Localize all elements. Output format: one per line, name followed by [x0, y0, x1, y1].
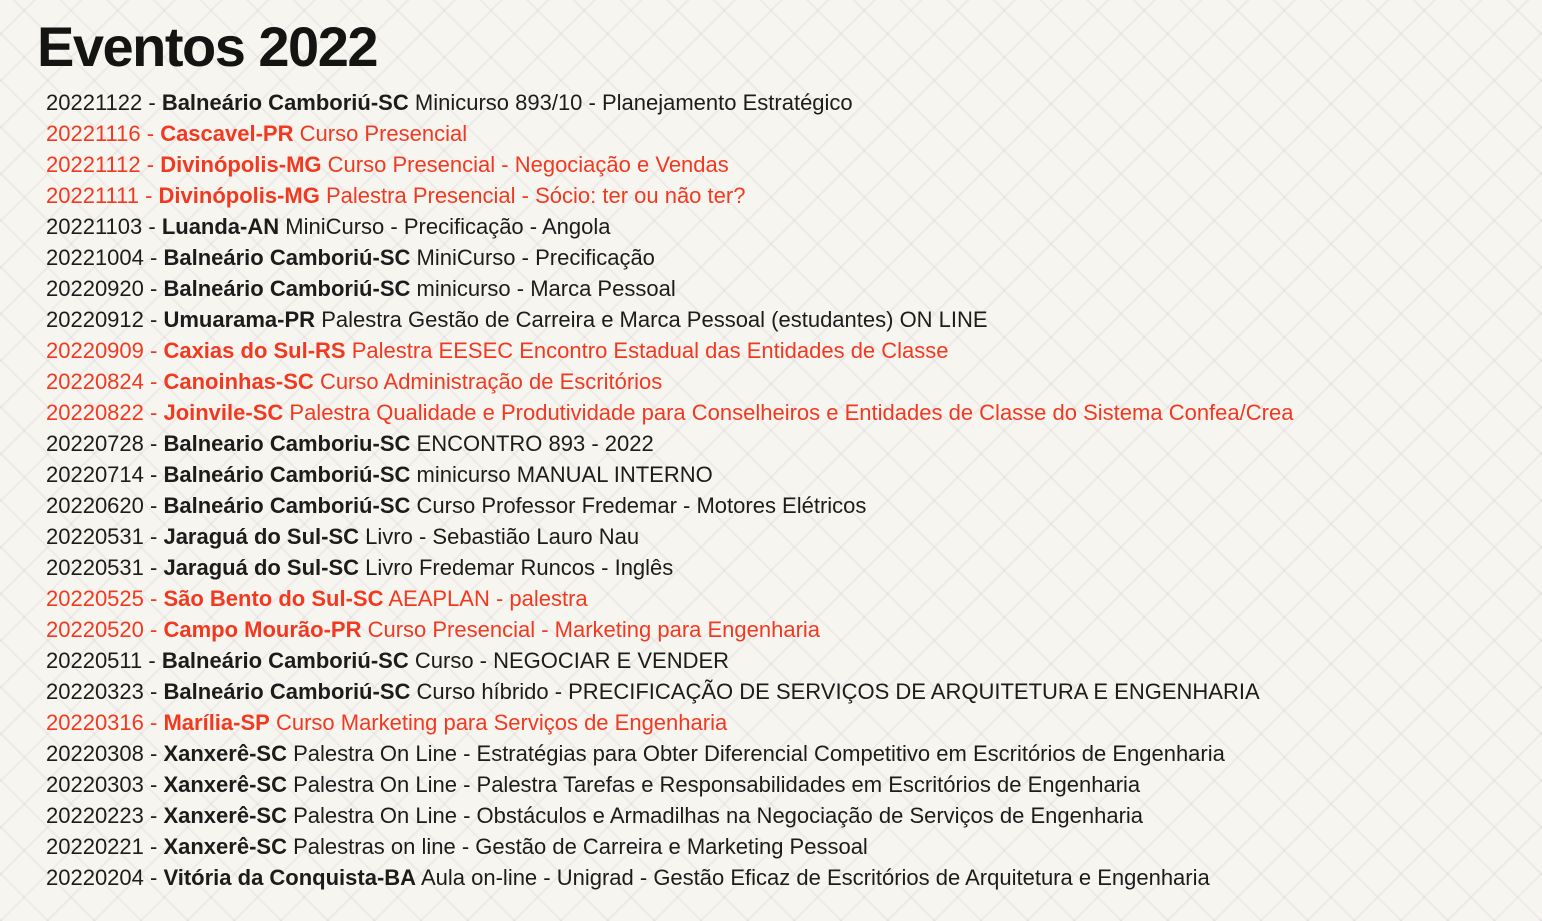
events-list — [46, 87, 1542, 893]
event-date: 20220221 — [46, 834, 144, 859]
event-city: São Bento do Sul-SC — [163, 586, 384, 611]
event-description: Palestra Presencial - Sócio: ter ou não ter? — [326, 183, 746, 208]
event-city: Divinópolis-MG — [158, 183, 320, 208]
event-description: MiniCurso - Precificação — [416, 245, 655, 270]
event-description: Livro Fredemar Runcos - Inglês — [365, 555, 674, 580]
event-description: Palestra Qualidade e Produtividade para Conselheiros e Entidades de Classe do Sistema Confea/Crea — [289, 400, 1294, 425]
event-date: 20221004 — [46, 245, 144, 270]
event-row — [46, 769, 1542, 800]
event-city: Cascavel-PR — [160, 121, 294, 146]
event-row — [46, 304, 1542, 335]
event-date: 20220525 — [46, 586, 144, 611]
event-date: 20220620 — [46, 493, 144, 518]
event-row — [46, 707, 1542, 738]
event-separator: - — [143, 772, 164, 797]
event-description: Curso Presencial — [299, 121, 468, 146]
event-separator: - — [143, 803, 164, 828]
event-description: minicurso MANUAL INTERNO — [416, 462, 713, 487]
event-separator: - — [143, 431, 164, 456]
event-city: Balneário Camboriú-SC — [163, 679, 411, 704]
event-row — [46, 862, 1542, 893]
event-row — [46, 180, 1542, 211]
event-separator: - — [140, 121, 161, 146]
event-row — [46, 583, 1542, 614]
event-description: Palestras on line - Gestão de Carreira e Marketing Pessoal — [293, 834, 868, 859]
event-separator: - — [142, 214, 162, 239]
event-row — [46, 831, 1542, 862]
event-city: Balneário Camboriú-SC — [163, 245, 411, 270]
event-date: 20220531 — [46, 555, 144, 580]
event-city: Divinópolis-MG — [160, 152, 322, 177]
event-city: Balneário Camboriú-SC — [161, 90, 409, 115]
event-separator: - — [143, 276, 164, 301]
page-title: Eventos 2022 — [37, 15, 377, 78]
event-description: Palestra EESEC Encontro Estadual das Entidades de Classe — [351, 338, 949, 363]
event-description: Curso Presencial - Marketing para Engenharia — [367, 617, 821, 642]
event-description: Curso Administração de Escritórios — [319, 369, 663, 394]
event-row — [46, 118, 1542, 149]
event-description: Curso Presencial - Negociação e Vendas — [327, 152, 729, 177]
event-separator: - — [143, 586, 164, 611]
event-city: Balneario Camboriu-SC — [163, 431, 411, 456]
event-row — [46, 335, 1542, 366]
event-row — [46, 738, 1542, 769]
event-city: Xanxerê-SC — [163, 772, 287, 797]
event-date: 20220920 — [46, 276, 144, 301]
event-date: 20220728 — [46, 431, 144, 456]
event-row — [46, 211, 1542, 242]
event-description: Palestra On Line - Estratégias para Obter Diferencial Competitivo em Escritórios de Engenharia — [293, 741, 1225, 766]
event-separator: - — [138, 183, 159, 208]
event-date: 20220308 — [46, 741, 144, 766]
event-separator: - — [143, 679, 164, 704]
event-date: 20220303 — [46, 772, 144, 797]
event-separator: - — [143, 369, 164, 394]
event-date: 20221116 — [46, 121, 141, 146]
event-city: Xanxerê-SC — [163, 803, 287, 828]
event-row — [46, 645, 1542, 676]
event-date: 20220822 — [46, 400, 144, 425]
event-row — [46, 614, 1542, 645]
event-city: Campo Mourão-PR — [163, 617, 362, 642]
event-row — [46, 800, 1542, 831]
event-date: 20220824 — [46, 369, 144, 394]
event-row — [46, 149, 1542, 180]
event-date: 20220531 — [46, 524, 144, 549]
event-description: Curso - NEGOCIAR E VENDER — [414, 648, 730, 673]
event-description: Livro - Sebastião Lauro Nau — [365, 524, 640, 549]
event-date: 20220714 — [46, 462, 144, 487]
event-description: minicurso - Marca Pessoal — [416, 276, 676, 301]
event-description: Palestra On Line - Palestra Tarefas e Responsabilidades em Escritórios de Engenharia — [293, 772, 1141, 797]
event-separator: - — [143, 865, 164, 890]
event-date: 20220912 — [46, 307, 144, 332]
event-separator: - — [143, 400, 164, 425]
event-row — [46, 87, 1542, 118]
event-city: Xanxerê-SC — [163, 741, 287, 766]
event-city: Jaraguá do Sul-SC — [163, 555, 360, 580]
event-description: Curso Professor Fredemar - Motores Elétricos — [416, 493, 867, 518]
event-city: Vitória da Conquista-BA — [163, 865, 417, 890]
event-description: Aula on-line - Unigrad - Gestão Eficaz de Escritórios de Arquitetura e Engenharia — [420, 865, 1210, 890]
event-city: Balneário Camboriú-SC — [163, 276, 411, 301]
event-row — [46, 521, 1542, 552]
event-separator: - — [143, 741, 164, 766]
event-separator: - — [143, 245, 164, 270]
event-separator: - — [142, 90, 162, 115]
event-description: Palestra Gestão de Carreira e Marca Pessoal (estudantes) ON LINE — [321, 307, 988, 332]
event-description: Palestra On Line - Obstáculos e Armadilhas na Negociação de Serviços de Engenharia — [293, 803, 1144, 828]
event-separator: - — [143, 462, 164, 487]
event-row — [46, 242, 1542, 273]
event-separator: - — [143, 493, 164, 518]
event-date: 20220909 — [46, 338, 144, 363]
event-date: 20221111 — [46, 183, 139, 208]
event-row — [46, 490, 1542, 521]
event-row — [46, 552, 1542, 583]
event-date: 20220520 — [46, 617, 144, 642]
event-description: Curso híbrido - PRECIFICAÇÃO DE SERVIÇOS DE ARQUITETURA E ENGENHARIA — [416, 679, 1260, 704]
event-description: Curso Marketing para Serviços de Engenharia — [275, 710, 728, 735]
event-city: Caxias do Sul-RS — [163, 338, 346, 363]
event-separator: - — [143, 307, 164, 332]
event-description: AEAPLAN - palestra — [388, 586, 588, 611]
event-separator: - — [143, 555, 164, 580]
event-city: Canoinhas-SC — [163, 369, 314, 394]
event-date: 20221112 — [46, 152, 141, 177]
event-city: Xanxerê-SC — [163, 834, 287, 859]
event-date: 20220511 — [46, 648, 143, 673]
event-date: 20220323 — [46, 679, 144, 704]
event-date: 20221122 — [46, 90, 143, 115]
event-description: ENCONTRO 893 - 2022 — [416, 431, 654, 456]
event-row — [46, 459, 1542, 490]
event-separator: - — [143, 617, 164, 642]
event-separator: - — [143, 834, 164, 859]
event-city: Joinvile-SC — [163, 400, 284, 425]
event-row — [46, 397, 1542, 428]
event-city: Balneário Camboriú-SC — [163, 493, 411, 518]
event-separator: - — [140, 152, 161, 177]
event-row — [46, 676, 1542, 707]
event-separator: - — [143, 710, 164, 735]
event-city: Balneário Camboriú-SC — [163, 462, 411, 487]
event-separator: - — [142, 648, 162, 673]
event-date: 20221103 — [46, 214, 143, 239]
event-date: 20220316 — [46, 710, 144, 735]
event-date: 20220223 — [46, 803, 144, 828]
event-city: Balneário Camboriú-SC — [161, 648, 409, 673]
event-description: Minicurso 893/10 - Planejamento Estratégico — [414, 90, 853, 115]
event-city: Jaraguá do Sul-SC — [163, 524, 360, 549]
event-city: Umuarama-PR — [163, 307, 316, 332]
event-city: Luanda-AN — [161, 214, 280, 239]
event-date: 20220204 — [46, 865, 144, 890]
event-separator: - — [143, 524, 164, 549]
event-row — [46, 273, 1542, 304]
event-city: Marília-SP — [163, 710, 270, 735]
event-separator: - — [143, 338, 164, 363]
event-row — [46, 428, 1542, 459]
event-description: MiniCurso - Precificação - Angola — [285, 214, 611, 239]
event-row — [46, 366, 1542, 397]
